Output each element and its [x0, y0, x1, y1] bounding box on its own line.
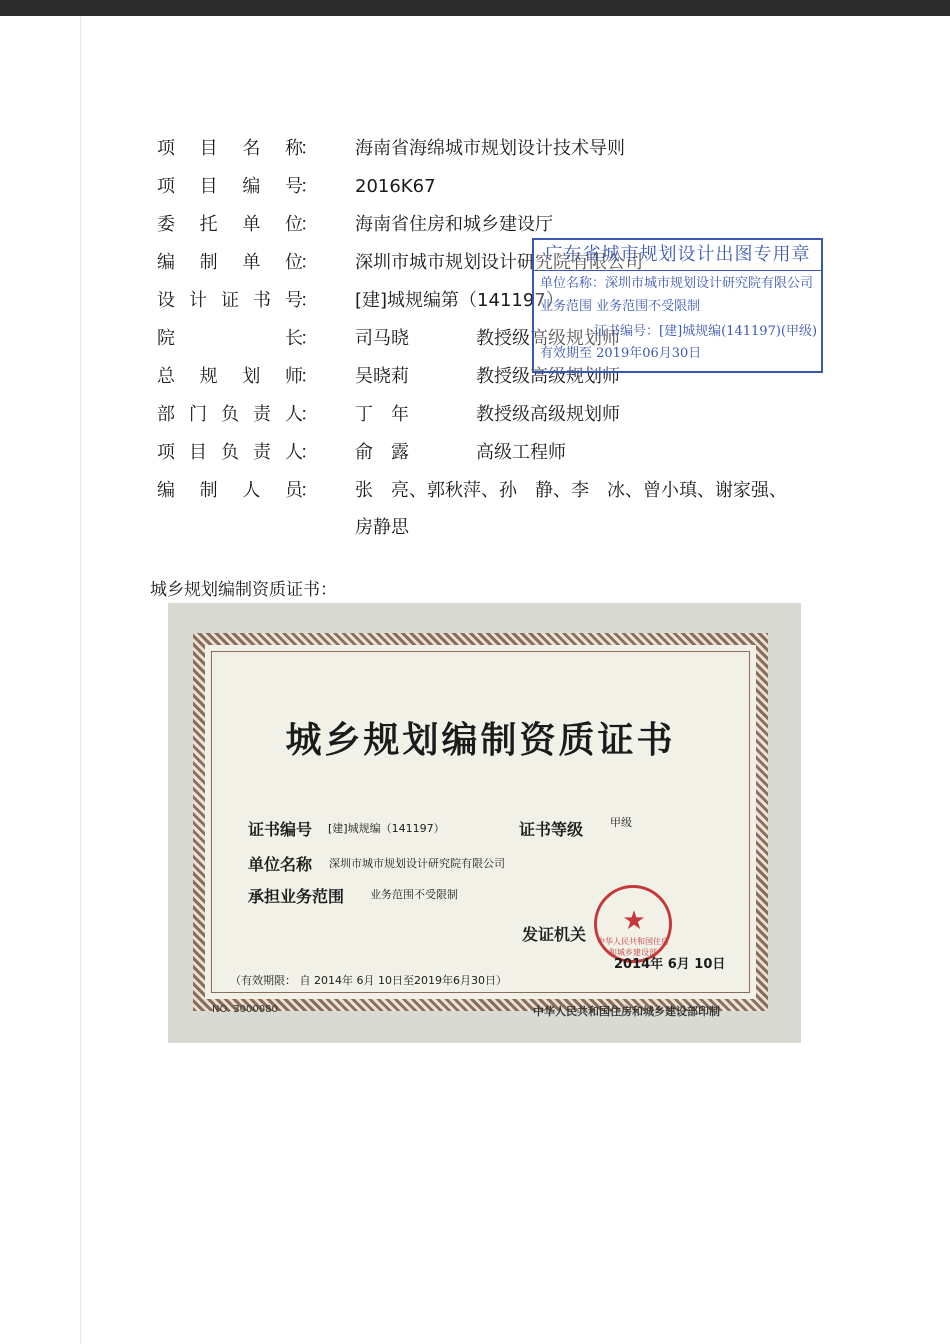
label-char: 编 [157, 480, 175, 501]
star-icon: ★ [622, 906, 646, 936]
label-char: 目 [189, 442, 207, 463]
label-char: 目 [199, 138, 218, 159]
label-char: 规 [199, 366, 218, 387]
printer-note: 中华人民共和国住房和城乡建设部印制 [533, 1005, 720, 1018]
info-colon: ： [300, 290, 318, 311]
label-char: 责 [253, 442, 271, 463]
certificate-inner-border [211, 651, 750, 993]
info-title: 高级工程师 [476, 442, 566, 463]
info-label [157, 322, 303, 356]
label-char: 项 [157, 176, 175, 197]
official-seal [594, 885, 672, 963]
label-char: 单 [242, 252, 261, 273]
drawing-stamp [532, 238, 823, 373]
scope-label: 承担业务范围 [248, 887, 345, 906]
label-char: 单 [242, 214, 261, 235]
info-label [157, 246, 303, 280]
label-char: 称 [284, 138, 303, 159]
label-char: 委 [157, 214, 175, 235]
stamp-valid-until: 有效期至 2019年06月30日 [540, 346, 702, 361]
certificate [193, 633, 768, 1011]
label-char: 目 [199, 176, 218, 197]
info-label [157, 284, 303, 318]
serial-number: NO. 3000080 [212, 1004, 278, 1015]
info-colon: ： [300, 252, 318, 273]
label-char: 负 [221, 404, 239, 425]
info-label [157, 208, 303, 242]
info-colon: ： [300, 366, 318, 387]
staff-continuation: 房静思 [355, 517, 409, 538]
scope-value: 业务范围不受限制 [370, 888, 458, 901]
label-char: 划 [242, 366, 261, 387]
info-label [157, 474, 303, 508]
info-value: [建]城规编第（141197） [355, 290, 564, 311]
section-label: 城乡规划编制资质证书： [150, 580, 337, 600]
label-char: 人 [285, 404, 303, 425]
unit-label: 单位名称 [248, 855, 313, 874]
label-char: 部 [157, 404, 175, 425]
stamp-title: 广东省城市规划设计出图专用章 [534, 240, 821, 271]
label-char: 计 [189, 290, 207, 311]
info-title: 教授级高级规划师 [476, 366, 620, 387]
info-label [157, 170, 303, 204]
label-char: 托 [199, 214, 218, 235]
info-label [157, 360, 303, 394]
info-colon: ： [300, 328, 318, 349]
label-char: 人 [242, 480, 261, 501]
label-char: 负 [221, 442, 239, 463]
label-char: 人 [285, 442, 303, 463]
label-char: 编 [157, 252, 175, 273]
label-char: 位 [284, 214, 303, 235]
info-colon: ： [300, 404, 318, 425]
grade-value: 甲级 [610, 816, 632, 829]
label-char: 制 [199, 252, 218, 273]
info-colon: ： [300, 214, 318, 235]
seal-text: 中华人民共和国住房和城乡建设部 [597, 937, 669, 957]
label-char: 门 [189, 404, 207, 425]
stamp-scope: 业务范围 业务范围不受限制 [540, 299, 701, 314]
label-char: 书 [253, 290, 271, 311]
scan-fold-line [80, 16, 81, 1344]
info-label [157, 132, 303, 166]
label-char: 长 [285, 328, 303, 349]
info-colon: ： [300, 176, 318, 197]
info-title: 教授级高级规划师 [476, 328, 620, 349]
info-value: 海南省海绵城市规划设计技术导则 [355, 138, 625, 159]
issue-date: 2014年 6月 10日 [614, 957, 726, 972]
info-label [157, 398, 303, 432]
info-value: 2016K67 [355, 176, 436, 197]
label-char: 名 [242, 138, 261, 159]
validity-period: （有效期限： 自 2014年 6月 10日至2019年6月30日） [230, 974, 507, 987]
certificate-title: 城乡规划编制资质证书 [285, 719, 676, 761]
info-value: 司马晓 [355, 328, 409, 349]
grade-label: 证书等级 [519, 820, 584, 839]
issuer-label: 发证机关 [522, 925, 587, 944]
info-colon: ： [300, 480, 318, 501]
scan-top-edge [0, 0, 950, 16]
label-char: 师 [284, 366, 303, 387]
info-value: 丁 年 [355, 404, 409, 425]
label-char: 责 [253, 404, 271, 425]
label-char: 院 [157, 328, 175, 349]
label-char: 员 [284, 480, 303, 501]
label-char: 号 [284, 176, 303, 197]
stamp-unit: 单位名称：深圳市城市规划设计研究院有限公司 [540, 276, 814, 291]
stamp-cert-no: 证书编号：[建]城规编(141197)(甲级) [594, 324, 818, 339]
cert-no-value: [建]城规编（141197） [328, 822, 445, 835]
label-char: 总 [157, 366, 175, 387]
label-char: 项 [157, 138, 175, 159]
info-label [157, 436, 303, 470]
unit-value: 深圳市城市规划设计研究院有限公司 [329, 857, 505, 870]
label-char: 设 [157, 290, 175, 311]
label-char: 位 [284, 252, 303, 273]
info-colon: ： [300, 442, 318, 463]
label-char: 编 [242, 176, 261, 197]
info-value: 俞 露 [355, 442, 409, 463]
info-colon: ： [300, 138, 318, 159]
info-value: 海南省住房和城乡建设厅 [355, 214, 553, 235]
info-value: 张 亮、郭秋萍、孙 静、李 冰、曾小瑱、谢家强、 [355, 480, 787, 501]
label-char: 号 [285, 290, 303, 311]
info-title: 教授级高级规划师 [476, 404, 620, 425]
cert-no-label: 证书编号 [248, 820, 313, 839]
info-value: 深圳市城市规划设计研究院有限公司 [355, 252, 643, 273]
label-char: 证 [221, 290, 239, 311]
label-char: 项 [157, 442, 175, 463]
info-value: 吴晓莉 [355, 366, 409, 387]
label-char: 制 [199, 480, 218, 501]
